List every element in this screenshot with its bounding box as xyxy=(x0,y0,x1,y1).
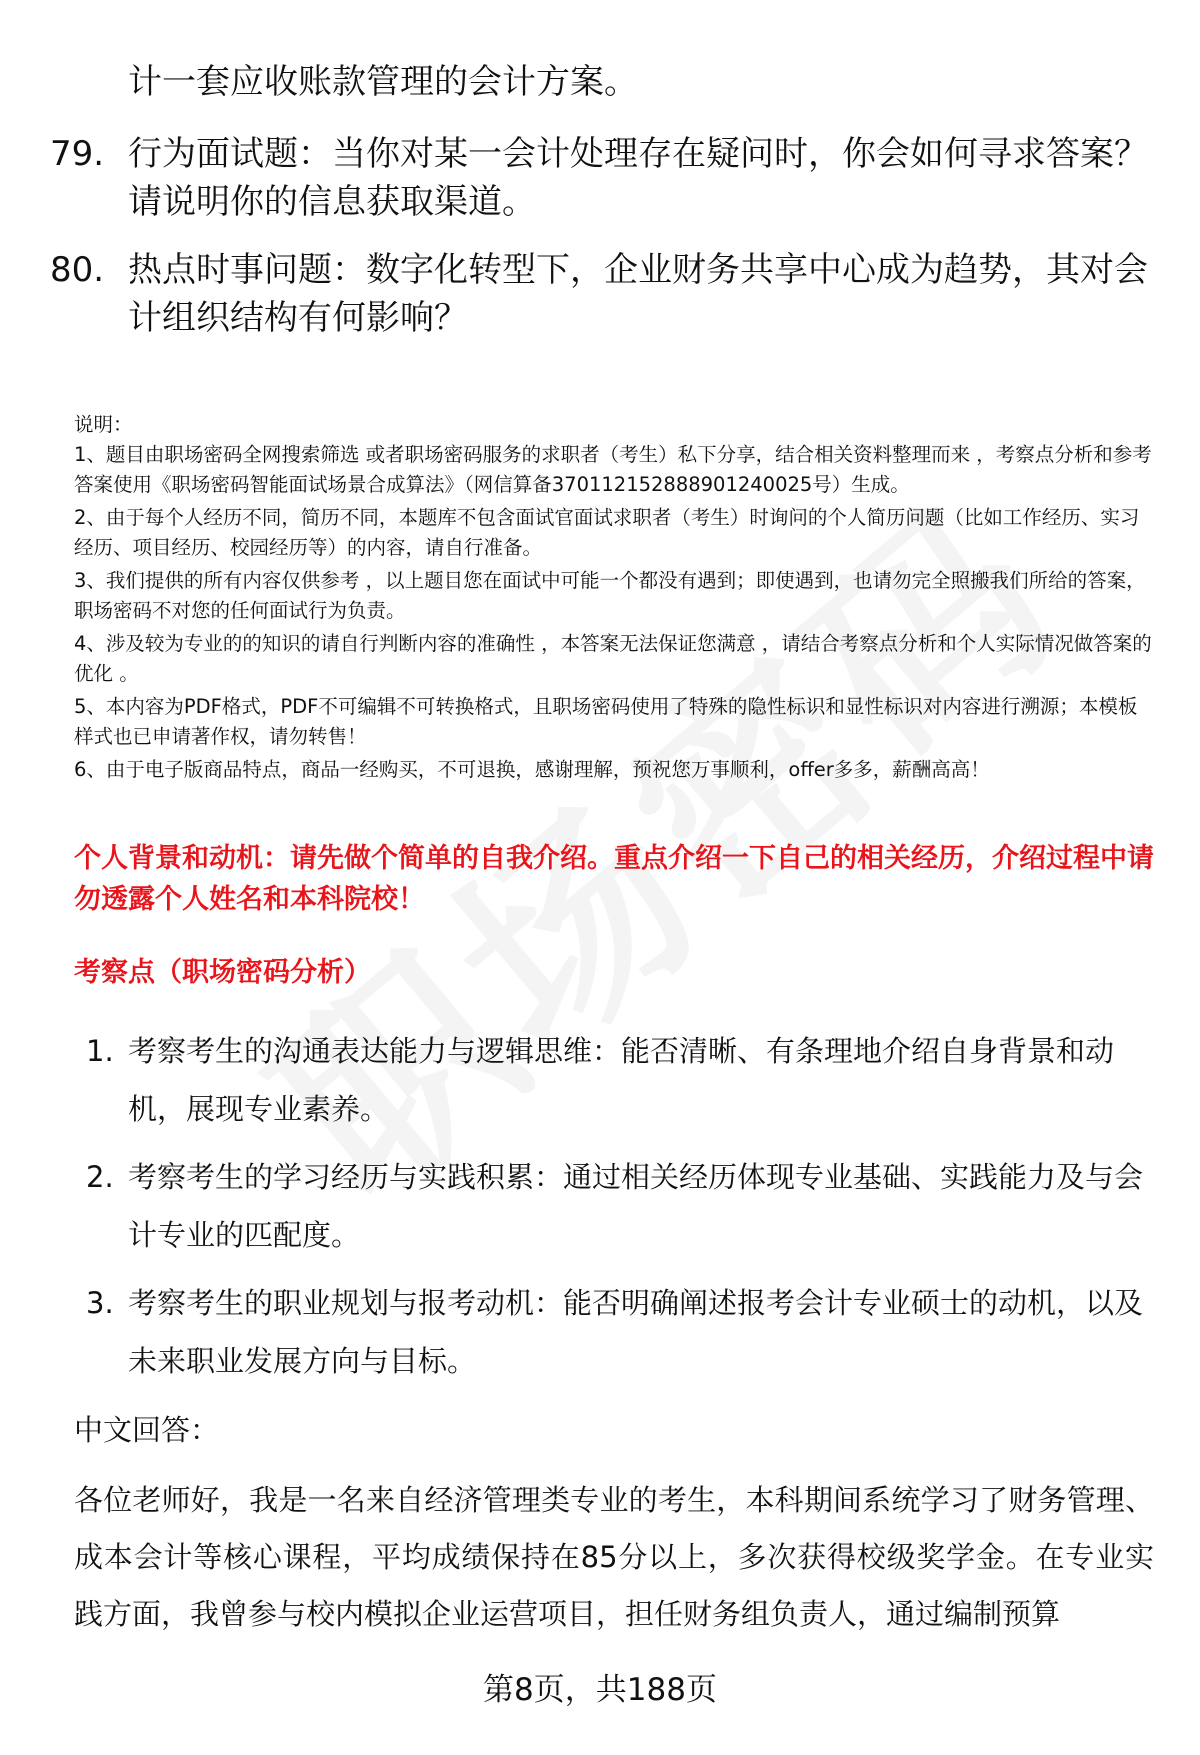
note-line: 5、本内容为PDF格式，PDF不可编辑不可转换格式，且职场密码使用了特殊的隐性标识和显性标识对内容进行溯源；本模板样式也已申请著作权，请勿转售！ xyxy=(74,695,1138,748)
list-item xyxy=(86,1274,1156,1390)
notes-title: 说明： xyxy=(74,413,133,436)
question-text: 热点时事问题：数字化转型下，企业财务共享中心成为趋势，其对会计组织结构有何影响？ xyxy=(128,250,1148,338)
note-line: 3、我们提供的所有内容仅供参考 ，以上题目您在面试中可能一个都没有遇到；即使遇到，也请勿完全照搬我们所给的答案，职场密码不对您的任何面试行为负责。 xyxy=(74,569,1146,622)
note-line: 1、题目由职场密码全网搜索筛选 或者职场密码服务的求职者（考生）私下分享，结合相关资料整理而来 ，考察点分析和参考答案使用《职场密码智能面试场景合成算法》（网信算备370112152888901240025号）生成。 xyxy=(74,443,1152,496)
point-text: 考察考生的学习经历与实践积累：通过相关经历体现专业基础、实践能力及与会计专业的匹配度。 xyxy=(128,1160,1144,1252)
question-continuation: 计一套应收账款管理的会计方案。 xyxy=(128,62,638,102)
point-text: 考察考生的沟通表达能力与逻辑思维：能否清晰、有条理地介绍自身背景和动机，展现专业素养。 xyxy=(128,1034,1115,1126)
question-number: 79. xyxy=(50,134,105,174)
note-line: 4、涉及较为专业的的知识的请自行判断内容的准确性 ，本答案无法保证您满意 ，请结合考察点分析和个人实际情况做答案的优化 。 xyxy=(74,632,1152,685)
analysis-title: 考察点（职场密码分析） xyxy=(74,957,371,988)
answer-text: 各位老师好，我是一名来自经济管理类专业的考生，本科期间系统学习了财务管理、成本会计等核心课程，平均成绩保持在85分以上，多次获得校级奖学金。在专业实践方面，我曾参与校内模拟企业运营项目，担任财务组负责人，通过编制预算 xyxy=(74,1483,1154,1631)
analysis-points xyxy=(86,1022,1156,1400)
question-number: 80. xyxy=(50,250,105,290)
question-item xyxy=(50,246,1150,342)
question-text: 行为面试题：当你对某一会计处理存在疑问时，你会如何寻求答案？请说明你的信息获取渠道。 xyxy=(128,134,1148,222)
page-number: 第8页，共188页 xyxy=(483,1672,717,1708)
question-item xyxy=(50,130,1150,226)
point-text: 考察考生的职业规划与报考动机：能否明确阐述报考会计专业硕士的动机，以及未来职业发展方向与目标。 xyxy=(128,1286,1144,1378)
note-line: 6、由于电子版商品特点，商品一经购买，不可退换，感谢理解，预祝您万事顺利，offer多多，薪酬高高！ xyxy=(74,758,990,781)
point-number: 2. xyxy=(86,1160,114,1194)
point-number: 1. xyxy=(86,1034,114,1068)
point-number: 3. xyxy=(86,1286,114,1320)
question-heading: 个人背景和动机：请先做个简单的自我介绍。重点介绍一下自己的相关经历，介绍过程中请勿透露个人姓名和本科院校！ xyxy=(74,843,1154,915)
list-item xyxy=(86,1022,1156,1138)
note-line: 2、由于每个人经历不同，简历不同，本题库不包含面试官面试求职者（考生）时询问的个人简历问题（比如工作经历、实习经历、项目经历、校园经历等）的内容，请自行准备。 xyxy=(74,506,1140,559)
disclaimer-notes xyxy=(74,410,1156,788)
list-item xyxy=(86,1148,1156,1264)
answer-label: 中文回答： xyxy=(74,1413,220,1447)
